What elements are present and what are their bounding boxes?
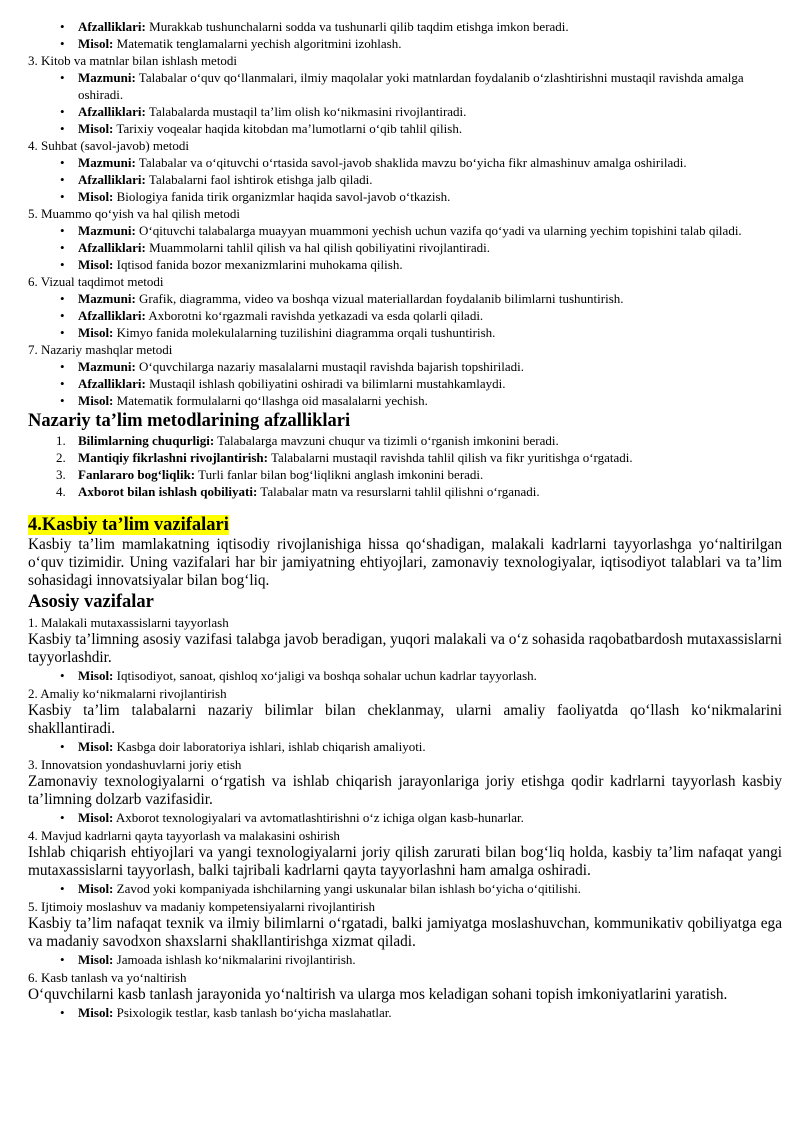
item-text: Turli fanlar bilan bog‘liqlikni anglash imkonini beradi.	[195, 467, 484, 482]
bullet-text: Tarixiy voqealar haqida kitobdan ma’lumotlarni o‘qib tahlil qilish.	[113, 121, 463, 136]
bullet-icon: •	[60, 376, 65, 391]
bullet-icon: •	[60, 325, 65, 340]
bullet-text: Grafik, diagramma, video va boshqa vizual materiallardan foydalanib bilimlarni tushuntirish.	[135, 291, 624, 306]
bullet-icon: •	[60, 240, 65, 255]
item-label: Bilimlarning chuqurligi:	[78, 433, 215, 448]
bullet-icon: •	[60, 155, 65, 170]
bullet-text: Matematik formulalarni qo‘llashga oid masalalarni yechish.	[113, 393, 428, 408]
bullet-text: O‘qituvchi talabalarga muayyan muammoni yechish uchun vazifa qo‘yadi va ularning yechim topishini talab qiladi.	[135, 223, 742, 238]
example-label: Misol:	[78, 952, 114, 967]
bullet-label: Misol:	[78, 257, 114, 272]
bullet-text: Matematik tenglamalarni yechish algoritmini izohlash.	[113, 36, 402, 51]
bullet-item	[28, 171, 782, 188]
item-text: Talabalar matn va resurslarni tahlil qilishni o‘rganadi.	[257, 484, 540, 499]
task-title: 2. Amaliy ko‘nikmalarni rivojlantirish	[28, 686, 227, 701]
method-title: 7. Nazariy mashqlar metodi	[28, 342, 173, 357]
example-text: Axborot texnologiyalari va avtomatlashtirishni o‘z ichiga olgan kasb-hunarlar.	[113, 810, 524, 825]
bullet-item	[28, 35, 782, 52]
advantages-list	[28, 432, 782, 500]
bullet-label: Afzalliklari:	[78, 376, 146, 391]
task-text: Kasbiy ta’lim nafaqat texnik va ilmiy bilimlarni o‘rgatadi, balki jamiyatga moslashuvchan, kommunikativ qobiliyatga ega va madaniy savodxon shaxslarni shakllantirishga xizmat qiladi.	[28, 915, 782, 950]
item-text: Talabalarni mustaqil ravishda tahlil qilish va fikr yuritishga o‘rgatadi.	[267, 450, 633, 465]
bullet-text: Talabalarda mustaqil ta’lim olish ko‘nikmasini rivojlantiradi.	[145, 104, 467, 119]
bullet-icon: •	[60, 810, 65, 825]
task-title: 3. Innovatsion yondashuvlarni joriy etish	[28, 757, 242, 772]
item-number: 2.	[56, 450, 66, 465]
bullet-label: Misol:	[78, 325, 114, 340]
bullet-icon: •	[60, 952, 65, 967]
bullet-text: Kimyo fanida molekulalarning tuzilishini diagramma orqali tushuntirish.	[113, 325, 496, 340]
bullet-item	[28, 290, 782, 307]
example-label: Misol:	[78, 1005, 114, 1020]
bullet-text: Mustaqil ishlash qobiliyatini oshiradi va bilimlarni mustahkamlaydi.	[145, 376, 506, 391]
bullet-icon: •	[60, 223, 65, 238]
method-title: 6. Vizual taqdimot metodi	[28, 274, 164, 289]
numbered-item	[28, 449, 782, 466]
subheading: Asosiy vazifalar	[28, 592, 154, 612]
bullet-label: Afzalliklari:	[78, 172, 146, 187]
bullet-icon: •	[60, 393, 65, 408]
method-title: 3. Kitob va matnlar bilan ishlash metodi	[28, 53, 238, 68]
bullet-icon: •	[60, 104, 65, 119]
numbered-item	[28, 432, 782, 449]
bullet-text: Axborotni ko‘rgazmali ravishda yetkazadi va esda qolarli qiladi.	[145, 308, 484, 323]
bullet-item	[28, 307, 782, 324]
bullet-icon: •	[60, 739, 65, 754]
task-text: Kasbiy ta’limning asosiy vazifasi talabga javob beradigan, yuqori malakali va o‘z sohasida raqobatbardosh mutaxassislarni tayyorlashdir.	[28, 631, 782, 666]
bullet-item	[28, 358, 782, 375]
bullet-icon: •	[60, 70, 65, 85]
bullet-item	[28, 120, 782, 137]
bullet-text: O‘quvchilarga nazariy masalalarni mustaqil ravishda bajarish topshiriladi.	[135, 359, 524, 374]
method-title: 5. Muammo qo‘yish va hal qilish metodi	[28, 206, 240, 221]
bullet-text: Muammolarni tahlil qilish va hal qilish qobiliyatini rivojlantiradi.	[145, 240, 490, 255]
bullet-label: Misol:	[78, 121, 114, 136]
bullet-label: Misol:	[78, 189, 114, 204]
example-text: Psixologik testlar, kasb tanlash bo‘yicha maslahatlar.	[113, 1005, 392, 1020]
bullet-icon: •	[60, 257, 65, 272]
example-label: Misol:	[78, 668, 114, 683]
task-text: Zamonaviy texnologiyalarni o‘rgatish va ishlab chiqarish jarayonlariga joriy etishga qodir kadrlarni tayyorlash kasbiy ta’limning dolzarb vazifasidir.	[28, 773, 782, 808]
item-number: 3.	[56, 467, 66, 482]
example-label: Misol:	[78, 739, 114, 754]
tasks-list	[28, 614, 782, 1021]
bullet-item	[28, 375, 782, 392]
bullet-label: Mazmuni:	[78, 291, 136, 306]
bullet-label: Mazmuni:	[78, 70, 136, 85]
bullet-icon: •	[60, 121, 65, 136]
task-title: 6. Kasb tanlash va yo‘naltirish	[28, 970, 187, 985]
bullet-label: Misol:	[78, 36, 114, 51]
bullet-text: Murakkab tushunchalarni sodda va tushunarli qilib taqdim etishga imkon beradi.	[145, 19, 569, 34]
bullet-label: Afzalliklari:	[78, 19, 146, 34]
bullet-icon: •	[60, 881, 65, 896]
example-item	[28, 1004, 782, 1021]
task-text: Kasbiy ta’lim talabalarni nazariy bilimlar bilan cheklanmay, ularni amaliy faoliyatda qo‘llash ko‘nikmalarini shakllantiradi.	[28, 702, 782, 737]
methods-list	[28, 52, 782, 409]
example-item	[28, 667, 782, 684]
bullet-label: Afzalliklari:	[78, 240, 146, 255]
section-intro: Kasbiy ta’lim mamlakatning iqtisodiy rivojlanishiga hissa qo‘shadigan, malakali kadrlarni tayyorlashga yo‘naltirilgan o‘quv tizimidir. Uning vazifalari har bir jamiyatning ehtiyojlari, zamonaviy texnologiyalar, iqtisodiyot talablari va ta’lim sohasidagi innovatsiyalar bilan bog‘liq.	[28, 536, 782, 589]
bullet-item	[28, 239, 782, 256]
bullet-label: Mazmuni:	[78, 223, 136, 238]
bullet-icon: •	[60, 359, 65, 374]
item-text: Talabalarga mavzuni chuqur va tizimli o‘rganish imkonini beradi.	[214, 433, 559, 448]
example-item	[28, 809, 782, 826]
bullet-item	[28, 18, 782, 35]
bullet-icon: •	[60, 172, 65, 187]
example-label: Misol:	[78, 881, 114, 896]
task-title: 5. Ijtimoiy moslashuv va madaniy kompetensiyalarni rivojlantirish	[28, 899, 375, 914]
task-text: Ishlab chiqarish ehtiyojlari va yangi texnologiyalarni joriy qilish zarurati bilan bog‘liq holda, kasbiy ta’lim nafaqat yangi mutaxassislarni tayyorlash, balki tajribali kadrlarni qayta tayyorlashni ham amalga oshiradi.	[28, 844, 782, 879]
document-page	[28, 18, 782, 1021]
bullet-icon: •	[60, 19, 65, 34]
bullet-item	[28, 392, 782, 409]
bullet-text: Talabalar o‘quv qo‘llanmalari, ilmiy maqolalar yoki matnlardan foydalanib o‘zlashtirishni mustaqil ravishda amalga oshiradi.	[78, 70, 744, 102]
bullet-text: Talabalar va o‘qituvchi o‘rtasida savol-javob shaklida mavzu bo‘yicha fikr almashinuv amalga oshiriladi.	[135, 155, 687, 170]
numbered-item	[28, 466, 782, 483]
bullet-text: Biologiya fanida tirik organizmlar haqida savol-javob o‘tkazish.	[113, 189, 451, 204]
task-text: O‘quvchilarni kasb tanlash jarayonida yo‘naltirish va ularga mos keladigan sohani topish imkoniyatlarini yaratish.	[28, 986, 728, 1003]
item-number: 4.	[56, 484, 66, 499]
example-item	[28, 880, 782, 897]
advantages-heading: Nazariy ta’lim metodlarining afzalliklari	[28, 411, 351, 431]
item-label: Fanlararo bog‘liqlik:	[78, 467, 196, 482]
bullet-item	[28, 103, 782, 120]
example-text: Jamoada ishlash ko‘nikmalarini rivojlantirish.	[113, 952, 356, 967]
bullet-icon: •	[60, 189, 65, 204]
example-text: Kasbga doir laboratoriya ishlari, ishlab chiqarish amaliyoti.	[113, 739, 426, 754]
highlighted-title: 4.Kasbiy ta’lim vazifalari	[28, 515, 229, 535]
example-label: Misol:	[78, 810, 114, 825]
task-title: 1. Malakali mutaxassislarni tayyorlash	[28, 615, 229, 630]
bullet-label: Misol:	[78, 393, 114, 408]
bullet-item	[28, 188, 782, 205]
bullet-item	[28, 324, 782, 341]
example-text: Zavod yoki kompaniyada ishchilarning yangi uskunalar bilan ishlash bo‘yicha o‘qitilishi.	[113, 881, 581, 896]
example-item	[28, 951, 782, 968]
bullet-icon: •	[60, 291, 65, 306]
item-label: Axborot bilan ishlash qobiliyati:	[78, 484, 258, 499]
bullet-icon: •	[60, 1005, 65, 1020]
bullet-text: Talabalarni faol ishtirok etishga jalb qiladi.	[145, 172, 373, 187]
task-title: 4. Mavjud kadrlarni qayta tayyorlash va malakasini oshirish	[28, 828, 340, 843]
bullet-item	[28, 222, 782, 239]
bullet-icon: •	[60, 308, 65, 323]
item-number: 1.	[56, 433, 66, 448]
bullet-label: Afzalliklari:	[78, 308, 146, 323]
bullet-label: Afzalliklari:	[78, 104, 146, 119]
bullet-label: Mazmuni:	[78, 359, 136, 374]
example-text: Iqtisodiyot, sanoat, qishloq xo‘jaligi va boshqa sohalar uchun kadrlar tayyorlash.	[113, 668, 537, 683]
section-heading	[28, 514, 782, 536]
top-bullets	[28, 18, 782, 52]
example-item	[28, 738, 782, 755]
bullet-label: Mazmuni:	[78, 155, 136, 170]
bullet-icon: •	[60, 668, 65, 683]
bullet-text: Iqtisod fanida bozor mexanizmlarini muhokama qilish.	[113, 257, 403, 272]
bullet-icon: •	[60, 36, 65, 51]
item-label: Mantiqiy fikrlashni rivojlantirish:	[78, 450, 268, 465]
bullet-item	[28, 256, 782, 273]
bullet-item	[28, 154, 782, 171]
method-title: 4. Suhbat (savol-javob) metodi	[28, 138, 190, 153]
numbered-item	[28, 483, 782, 500]
bullet-item	[28, 69, 782, 103]
